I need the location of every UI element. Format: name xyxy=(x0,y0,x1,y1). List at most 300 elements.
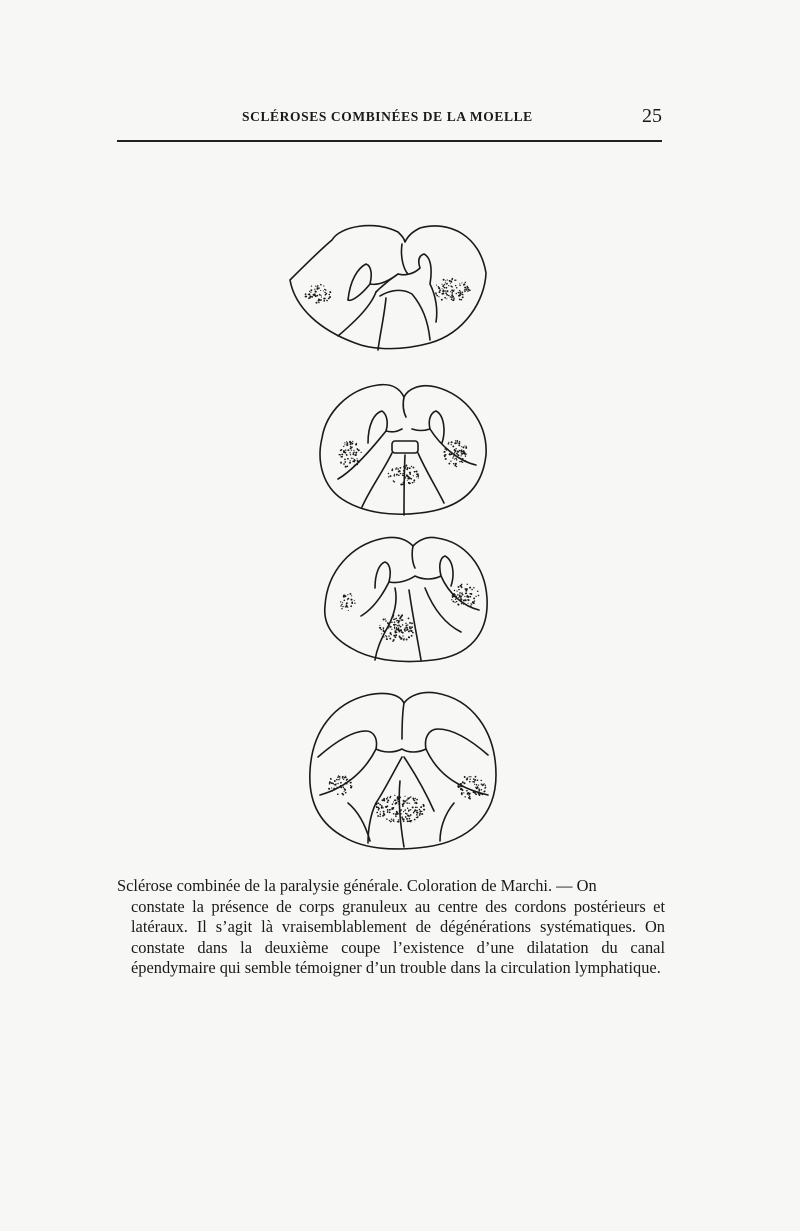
granule-dot xyxy=(391,629,392,630)
granule-dot xyxy=(352,441,353,442)
granule-dot xyxy=(379,627,380,628)
granule-dot xyxy=(395,634,397,636)
granule-dot xyxy=(398,803,400,805)
granule-dot xyxy=(455,463,457,465)
granule-dot xyxy=(384,631,386,633)
granule-dot xyxy=(394,626,396,628)
granule-dot xyxy=(441,284,442,285)
granule-dot xyxy=(351,601,352,602)
granule-dot xyxy=(341,456,343,458)
granule-dot xyxy=(444,452,445,453)
granule-dot xyxy=(476,784,478,786)
granule-dot xyxy=(400,626,402,628)
granule-dot xyxy=(451,286,453,288)
granule-dot xyxy=(348,610,349,611)
granule-dot xyxy=(314,289,315,290)
granule-dot xyxy=(459,450,461,452)
granule-dot xyxy=(444,290,446,292)
granule-dot xyxy=(343,596,345,598)
granule-dot xyxy=(413,479,415,481)
granule-dot xyxy=(484,783,485,784)
granule-dot xyxy=(448,443,450,445)
granule-dot xyxy=(391,809,393,811)
granule-dot xyxy=(481,789,483,791)
granule-dot xyxy=(316,302,318,304)
granule-dot xyxy=(398,819,399,820)
granule-dot xyxy=(438,296,439,297)
granule-dot xyxy=(464,445,465,446)
granule-dot xyxy=(451,295,453,297)
granule-dot xyxy=(354,465,355,466)
granule-dot xyxy=(409,622,411,624)
granule-dot xyxy=(399,636,401,638)
granule-dot xyxy=(414,819,415,820)
granule-dot xyxy=(482,794,484,796)
granule-dot xyxy=(381,633,382,634)
granule-dot xyxy=(472,781,473,782)
granule-dot xyxy=(383,800,385,802)
granule-dot xyxy=(351,449,352,450)
granule-dot xyxy=(451,289,453,291)
granule-dot xyxy=(394,475,396,477)
granule-dot xyxy=(441,299,443,301)
granule-dot xyxy=(376,806,377,807)
granule-dot xyxy=(444,454,446,456)
granule-dot xyxy=(353,460,355,462)
granule-dot xyxy=(448,285,449,286)
granule-dot xyxy=(455,440,456,441)
granule-dot xyxy=(410,478,412,480)
granule-dot xyxy=(456,590,457,591)
granule-dot xyxy=(315,295,317,297)
granule-dot xyxy=(459,283,460,284)
granule-dot xyxy=(467,584,468,585)
granule-dot xyxy=(411,626,413,628)
granule-dot xyxy=(318,302,319,303)
granule-dot xyxy=(398,615,400,617)
granule-cluster-left-2 xyxy=(339,441,362,468)
granule-dot xyxy=(469,793,470,794)
granule-dot xyxy=(412,482,414,484)
granule-dot xyxy=(456,287,458,289)
granule-dot xyxy=(423,805,425,807)
granule-cluster-left-4 xyxy=(328,775,352,795)
granule-dot xyxy=(435,293,437,295)
granule-dot xyxy=(396,625,398,627)
running-title: SCLÉROSES COMBINÉES DE LA MOELLE xyxy=(242,109,533,124)
granule-dot xyxy=(470,779,471,780)
granule-dot xyxy=(413,475,414,476)
granule-dot xyxy=(454,280,455,281)
granule-dot xyxy=(388,627,389,628)
granule-dot xyxy=(403,470,405,472)
granule-dot xyxy=(478,784,479,785)
granule-dot xyxy=(446,287,448,289)
granule-dot xyxy=(323,285,324,286)
granule-dot xyxy=(398,629,400,631)
granule-dot xyxy=(470,593,472,595)
granule-dot xyxy=(382,799,384,801)
granule-dot xyxy=(454,602,455,603)
granule-dot xyxy=(473,778,475,780)
granule-dot xyxy=(450,461,451,462)
granule-dot xyxy=(393,813,395,815)
granule-dot xyxy=(354,600,355,601)
granule-dot xyxy=(408,482,409,483)
granule-dot xyxy=(310,289,312,291)
granule-dot xyxy=(461,792,463,794)
granule-cluster-left-3 xyxy=(340,593,356,611)
granule-dot xyxy=(396,620,397,621)
granule-dot xyxy=(389,820,390,821)
granule-dot xyxy=(461,446,462,447)
granule-dot xyxy=(342,776,344,778)
granule-dot xyxy=(416,814,418,816)
granule-dot xyxy=(461,587,463,589)
granule-dot xyxy=(396,632,398,634)
granule-dot xyxy=(341,793,343,795)
granule-dot xyxy=(386,818,388,820)
granule-dot xyxy=(410,796,411,797)
granule-dot xyxy=(464,596,465,597)
granule-dot xyxy=(480,780,482,782)
granule-dot xyxy=(416,470,418,472)
granule-dot xyxy=(417,810,418,811)
granule-dot xyxy=(462,296,464,298)
granule-dot xyxy=(466,454,467,455)
granule-dot xyxy=(478,790,480,792)
granule-cluster-right-3 xyxy=(451,584,479,607)
granule-dot xyxy=(311,285,312,286)
granule-dot xyxy=(310,292,311,293)
granule-dot xyxy=(342,602,343,603)
granule-dot xyxy=(308,293,310,295)
granule-dot xyxy=(459,294,460,295)
granule-dot xyxy=(335,783,336,784)
granule-dot xyxy=(395,624,396,625)
granule-dot xyxy=(463,792,464,793)
granule-dot xyxy=(345,776,347,778)
granule-dot xyxy=(444,448,446,450)
granule-dot xyxy=(336,786,337,787)
granule-dot xyxy=(378,809,380,811)
granule-dot xyxy=(417,816,418,817)
granule-dot xyxy=(334,784,335,785)
granule-dot xyxy=(376,812,378,814)
granule-dot xyxy=(346,455,347,456)
granule-dot xyxy=(465,456,466,457)
granule-dot xyxy=(456,293,457,294)
granule-dot xyxy=(309,291,310,292)
granule-dot xyxy=(454,465,456,467)
granule-dot xyxy=(388,476,389,477)
granule-dot xyxy=(354,602,355,603)
granule-dot xyxy=(452,593,454,595)
granule-dot xyxy=(409,467,411,469)
granule-dot xyxy=(456,601,457,602)
granule-dot xyxy=(407,624,408,625)
granule-dot xyxy=(405,816,407,818)
spinal-section-4 xyxy=(310,692,496,848)
granule-dot xyxy=(349,452,350,453)
granule-dot xyxy=(305,296,307,298)
granule-dot xyxy=(460,299,462,301)
granule-dot xyxy=(470,605,471,606)
granule-dot xyxy=(409,818,411,820)
granule-dot xyxy=(467,287,469,289)
granule-dot xyxy=(469,781,471,783)
granule-dot xyxy=(395,803,397,805)
granule-dot xyxy=(387,809,389,811)
granule-dot xyxy=(400,813,402,815)
granule-dot xyxy=(457,604,459,606)
granule-dot xyxy=(464,796,465,797)
granule-dot xyxy=(343,463,345,465)
granule-dot xyxy=(337,783,338,784)
granule-dot xyxy=(390,475,392,477)
granule-dot xyxy=(389,626,391,628)
granule-dot xyxy=(338,775,339,776)
granule-dot xyxy=(462,294,463,295)
granule-dot xyxy=(450,291,451,292)
granule-dot xyxy=(413,481,414,482)
granule-dot xyxy=(329,294,331,296)
granule-dot xyxy=(405,623,406,624)
granule-dot xyxy=(407,815,409,817)
granule-dot xyxy=(333,788,335,790)
granule-cluster-left-1 xyxy=(305,284,332,304)
granule-dot xyxy=(470,596,472,598)
granule-dot xyxy=(455,285,456,286)
granule-dot xyxy=(456,596,457,597)
granule-dot xyxy=(388,624,389,625)
granule-dot xyxy=(469,289,471,291)
granule-dot xyxy=(329,781,331,783)
granule-dot xyxy=(406,802,407,803)
granule-dot xyxy=(465,593,466,594)
granule-dot xyxy=(400,617,401,618)
granule-dot xyxy=(485,785,486,786)
granule-dot xyxy=(468,599,470,601)
granule-dot xyxy=(350,787,351,788)
granule-dot xyxy=(341,608,342,609)
granule-dot xyxy=(385,620,387,622)
granule-dot xyxy=(406,818,408,820)
granule-dot xyxy=(459,461,461,463)
granule-cluster-right-1 xyxy=(435,278,470,301)
granule-dot xyxy=(455,448,456,449)
granule-dot xyxy=(393,614,395,616)
granule-dot xyxy=(479,795,480,796)
granule-dot xyxy=(449,280,451,282)
granule-dot xyxy=(438,286,440,288)
granule-dot xyxy=(466,790,468,792)
granule-dot xyxy=(346,441,347,442)
granule-dot xyxy=(442,288,443,289)
granule-dot xyxy=(462,781,464,783)
granule-dot xyxy=(379,804,381,806)
spinal-section-1 xyxy=(290,226,486,350)
granule-dot xyxy=(409,803,410,804)
granule-dot xyxy=(462,446,464,448)
granule-dot xyxy=(344,600,346,602)
granule-dot xyxy=(380,629,381,630)
granule-dot xyxy=(405,627,407,629)
granule-dot xyxy=(392,803,394,805)
granule-dot xyxy=(460,597,461,598)
granule-dot xyxy=(448,463,450,465)
granule-dot xyxy=(444,284,445,285)
granule-dot xyxy=(419,814,420,815)
granule-dot xyxy=(456,598,457,599)
granule-dot xyxy=(317,285,319,287)
granule-dot xyxy=(393,819,394,820)
granule-dot xyxy=(350,782,352,784)
granule-dot xyxy=(320,290,321,291)
granule-dot xyxy=(347,449,349,451)
granule-dot xyxy=(421,811,422,812)
granule-dot xyxy=(342,778,343,779)
granule-dot xyxy=(462,292,464,294)
granule-dot xyxy=(342,606,343,607)
granule-dot xyxy=(340,454,341,455)
granule-dot xyxy=(407,478,408,479)
granule-dot xyxy=(456,443,457,444)
granule-dot xyxy=(345,466,347,468)
granule-dot xyxy=(475,596,476,597)
granule-dot xyxy=(401,619,403,621)
granule-dot xyxy=(403,639,405,641)
granule-dot xyxy=(457,453,458,454)
granule-dot xyxy=(416,817,417,818)
granule-dot xyxy=(436,295,438,297)
granule-dot xyxy=(412,467,414,469)
granule-dot xyxy=(460,783,462,785)
granule-dot xyxy=(454,450,456,452)
granule-dot xyxy=(402,806,403,807)
granule-dot xyxy=(344,789,346,791)
granule-dot xyxy=(445,282,446,283)
granule-dot xyxy=(461,584,463,586)
granule-dot xyxy=(341,604,343,606)
granule-dot xyxy=(468,603,469,604)
granule-dot xyxy=(459,290,460,291)
granule-dot xyxy=(386,638,388,640)
granule-dot xyxy=(446,290,448,292)
granule-dot xyxy=(374,806,376,808)
granule-dot xyxy=(462,594,464,596)
granule-dot xyxy=(395,468,397,470)
granule-dot xyxy=(318,287,319,288)
granule-dot xyxy=(466,778,468,780)
granule-dot xyxy=(350,460,351,461)
granule-dot xyxy=(360,452,361,453)
granule-dot xyxy=(353,450,354,451)
granule-dot xyxy=(416,807,417,808)
granule-dot xyxy=(325,289,327,291)
granule-dot xyxy=(377,815,379,817)
granule-dot xyxy=(458,586,460,588)
granule-dot xyxy=(331,782,333,784)
granule-dot xyxy=(465,447,467,449)
granule-dot xyxy=(466,588,468,590)
granule-dot xyxy=(337,793,339,795)
granule-dot xyxy=(451,299,453,301)
granule-dot xyxy=(403,811,404,812)
granule-dot xyxy=(400,639,401,640)
granule-dot xyxy=(471,589,473,591)
granule-dot xyxy=(416,802,418,804)
granule-dot xyxy=(406,465,407,466)
granule-dot xyxy=(463,603,465,605)
granule-dot xyxy=(451,444,452,445)
granule-dot xyxy=(465,282,466,283)
granule-dot xyxy=(386,807,387,808)
page-number: 25 xyxy=(642,105,662,127)
granule-dot xyxy=(406,814,407,815)
granule-dot xyxy=(404,809,406,811)
granule-dot xyxy=(393,619,394,620)
granule-dot xyxy=(461,592,462,593)
granule-dot xyxy=(409,473,411,475)
granule-dot xyxy=(458,442,460,444)
granule-dot xyxy=(399,470,401,472)
granule-dot xyxy=(413,812,415,814)
granule-dot xyxy=(457,454,459,456)
granule-dot xyxy=(439,289,441,291)
granule-dot xyxy=(454,593,455,594)
granule-dot xyxy=(320,284,322,286)
granule-dot xyxy=(347,594,348,595)
granule-dot xyxy=(389,797,391,799)
granule-dot xyxy=(402,818,404,820)
granule-dot xyxy=(416,476,417,477)
granule-dot xyxy=(456,459,457,460)
granule-dot xyxy=(452,597,453,598)
granule-dot xyxy=(473,602,475,604)
granule-dot xyxy=(457,450,458,451)
granule-dot xyxy=(334,780,336,782)
granule-dot xyxy=(478,788,479,789)
granule-dot xyxy=(395,618,397,620)
granule-dot xyxy=(463,283,465,285)
granule-dot xyxy=(449,453,450,454)
granule-dot xyxy=(446,449,448,451)
granule-cluster-center-2 xyxy=(388,464,419,485)
granule-dot xyxy=(407,820,409,822)
granule-dot xyxy=(346,442,348,444)
granule-dot xyxy=(351,595,352,596)
granule-dot xyxy=(468,795,469,796)
granule-dot xyxy=(463,782,465,784)
granule-dot xyxy=(444,297,446,299)
granule-dot xyxy=(470,603,471,604)
granule-dot xyxy=(458,444,460,446)
granule-dot xyxy=(316,287,318,289)
granule-dot xyxy=(417,812,419,814)
granule-dot xyxy=(398,624,400,626)
granule-dot xyxy=(482,784,484,786)
granule-dot xyxy=(389,809,391,811)
granule-dot xyxy=(350,785,351,786)
granule-dot xyxy=(328,298,329,299)
granule-dot xyxy=(350,599,352,601)
granule-dot xyxy=(412,632,414,634)
granule-dot xyxy=(339,454,341,456)
granule-dot xyxy=(396,474,398,476)
granule-dot xyxy=(393,616,394,617)
granule-dot xyxy=(394,625,395,626)
